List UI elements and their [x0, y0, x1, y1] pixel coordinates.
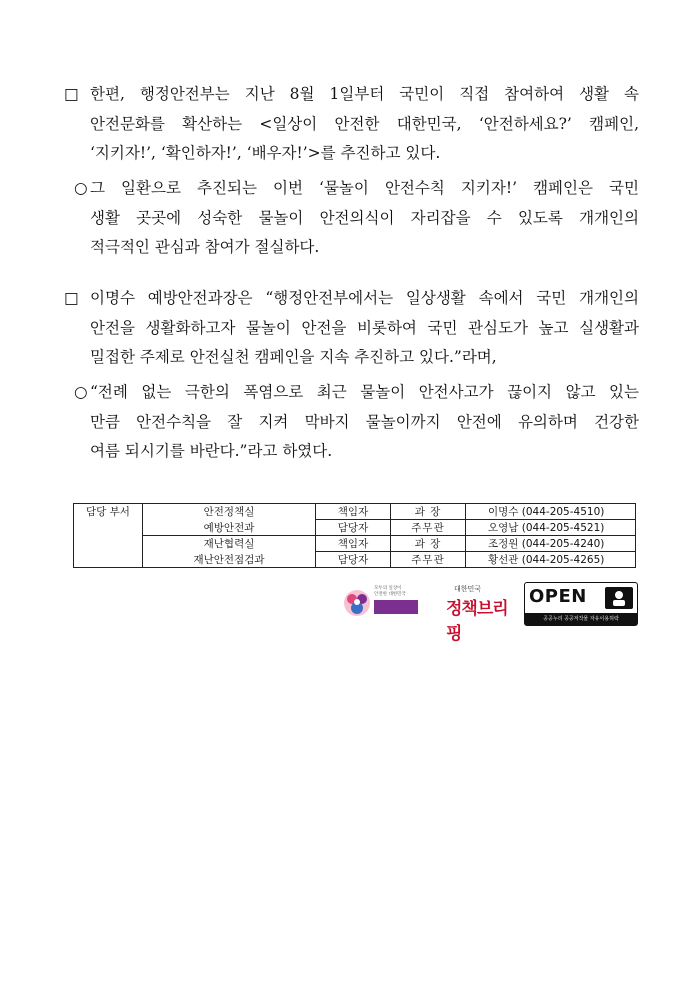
- contact-header: 담당 부서: [74, 504, 143, 568]
- campaign-text: [374, 586, 406, 598]
- paragraph-2: [64, 174, 639, 263]
- footer-logos: [340, 580, 636, 644]
- dept-cell: 재난협력실: [143, 536, 316, 552]
- text-line: 밀접한 주제로 안전실천 캠페인을 지속 추진하고 있다.”라며,: [90, 348, 497, 366]
- square-bullet: □: [64, 85, 79, 103]
- text-line: 여름 되시기를 바란다.”라고 하였다.: [90, 442, 333, 460]
- text-line: 그 일환으로 추진되는 이번 ‘물놀이 안전수칙 지키자!’ 캠페인은 국민: [90, 179, 639, 197]
- circle-bullet: ○: [74, 179, 88, 197]
- policy-briefing-logo: [446, 584, 518, 644]
- text-line: 만큼 안전수칙을 잘 지켜 막바지 물놀이까지 안전에 유의하며 건강한: [90, 412, 639, 431]
- title-cell: 과 장: [391, 504, 466, 520]
- text-line: “전례 없는 극한의 폭염으로 최근 물놀이 안전사고가 끊이지 않고 있는: [90, 383, 639, 401]
- role-cell: 담당자: [316, 520, 391, 536]
- paragraph-3: [64, 284, 639, 373]
- table-row: [74, 520, 636, 536]
- name-cell: 황선관 (044-205-4265): [466, 552, 636, 568]
- briefing-small-text: 대한민국: [454, 585, 482, 593]
- person-icon: [605, 587, 633, 609]
- campaign-text-line: 안전한 대한민국: [374, 592, 406, 597]
- text-line: 적극적인 관심과 참여가 절실하다.: [90, 238, 320, 256]
- campaign-emblem-icon: [342, 588, 372, 618]
- open-caption: 공공누리 공공저작물 자유이용허락: [525, 613, 637, 625]
- role-cell: 책임자: [316, 536, 391, 552]
- campaign-logo: [340, 584, 420, 624]
- table-row: [74, 504, 636, 520]
- campaign-bar: [374, 600, 418, 614]
- paragraph-4: [64, 378, 639, 467]
- table-row: [74, 536, 636, 552]
- dept-cell: 안전정책실: [143, 504, 316, 520]
- name-cell: 이명수 (044-205-4510): [466, 504, 636, 520]
- text-line: 안전을 생활화하고자 물놀이 안전을 비롯하여 국민 관심도가 높고 실생활과: [90, 318, 639, 337]
- name-cell: 오영남 (044-205-4521): [466, 520, 636, 536]
- text-line: 생활 곳곳에 성숙한 물놀이 안전의식이 자리잡을 수 있도록 개개인의: [90, 208, 639, 227]
- open-license-logo: [524, 582, 638, 626]
- text-line: 안전문화를 확산하는 <일상이 안전한 대한민국, ‘안전하세요?’ 캠페인,: [90, 114, 639, 133]
- role-cell: 담당자: [316, 552, 391, 568]
- title-cell: 주무관: [391, 520, 466, 536]
- title-cell: 주무관: [391, 552, 466, 568]
- dept-cell: 재난안전점검과: [143, 552, 316, 568]
- text-line: 한편, 행정안전부는 지난 8월 1일부터 국민이 직접 참여하여 생활 속: [90, 85, 639, 103]
- contact-table: [73, 503, 636, 568]
- dept-cell: 예방안전과: [143, 520, 316, 536]
- text-line: ‘지키자!’, ‘확인하자!’, ‘배우자!’>를 추진하고 있다.: [90, 144, 441, 162]
- paragraph-1: [64, 80, 639, 169]
- name-cell: 조정원 (044-205-4240): [466, 536, 636, 552]
- square-bullet: □: [64, 289, 79, 307]
- text-line: 이명수 예방안전과장은 “행정안전부에서는 일상생활 속에서 국민 개개인의: [90, 289, 639, 307]
- table-row: [74, 552, 636, 568]
- role-cell: 책임자: [316, 504, 391, 520]
- circle-bullet: ○: [74, 383, 88, 401]
- title-cell: 과 장: [391, 536, 466, 552]
- open-label: OPEN: [529, 586, 587, 607]
- briefing-big-text: 정책브리핑: [446, 599, 508, 644]
- campaign-text-line: 모두의 일상이: [374, 586, 402, 591]
